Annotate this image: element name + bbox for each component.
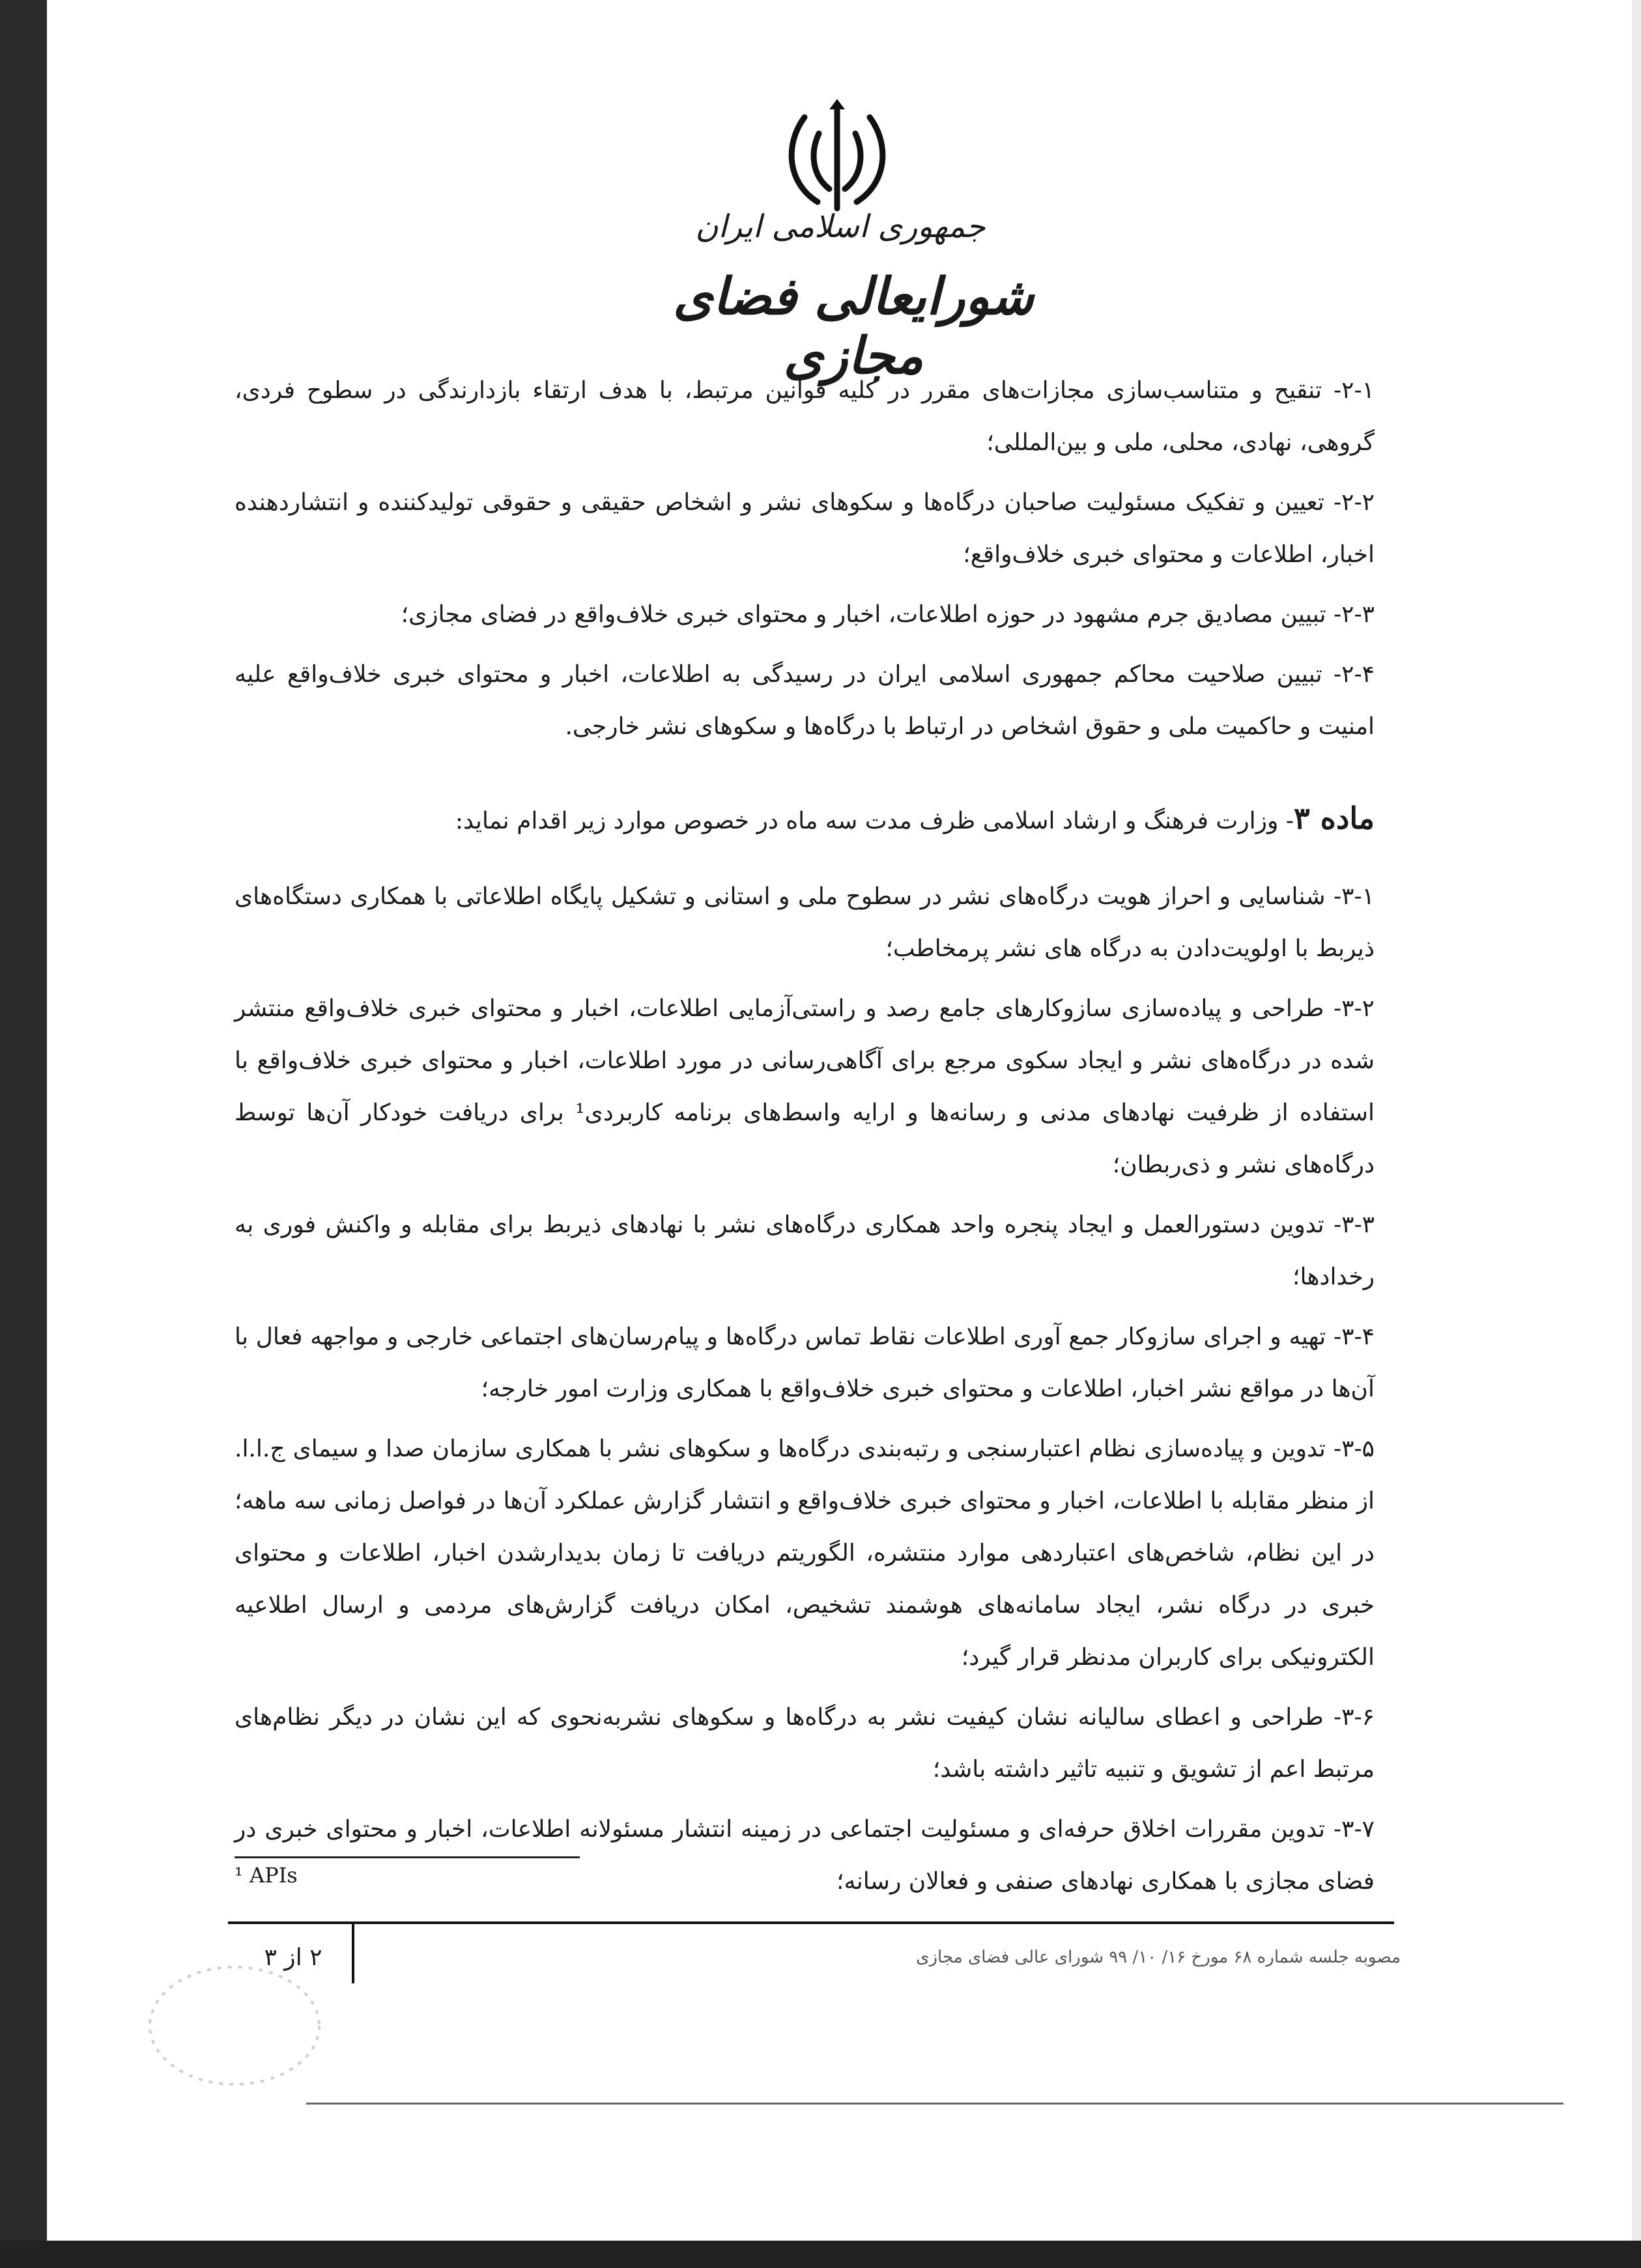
list-item bbox=[235, 649, 1375, 753]
item-text: تبیین مصادیق جرم مشهود در حوزه اطلاعات، اخبار و محتوای خبری خلاف‌واقع در فضای مجازی؛ bbox=[401, 601, 1326, 628]
item-text: شناسایی و احراز هویت درگاه‌های نشر در سطوح ملی و استانی و تشکیل پایگاه اطلاعاتی با همکاری دستگاه‌های ذیربط با اولویت‌دادن به درگاه های نشر پرمخاطب؛ bbox=[235, 883, 1375, 962]
item-text: تبیین صلاحیت محاکم جمهوری اسلامی ایران در رسیدگی به اطلاعات، اخبار و محتوای خبری خلاف‌واقع علیه امنیت و حاکمیت ملی و حقوق اشخاص در ارتباط با درگاه‌ها و سکوهای نشر خارجی. bbox=[235, 661, 1375, 740]
footnote: ¹ APIs bbox=[235, 1863, 298, 1888]
item-text: تدوین مقررات اخلاق حرفه‌ای و مسئولیت اجتماعی در زمینه انتشار مسئولانه اطلاعات، اخبار و محتوای خبری در فضای مجازی با همکاری نهادهای صنفی و فعالان رسانه؛ bbox=[235, 1816, 1375, 1895]
item-number: ۲-۳- bbox=[1333, 601, 1375, 628]
header-council: شورایعالی فضای مجازی bbox=[673, 267, 1034, 386]
list-item bbox=[235, 1692, 1375, 1796]
iran-emblem-icon bbox=[778, 98, 896, 221]
item-number: ۳-۵- bbox=[1333, 1436, 1375, 1462]
item-number: ۲-۱- bbox=[1333, 377, 1375, 404]
scan-edge-right bbox=[1632, 0, 1641, 2268]
item-number: ۲-۴- bbox=[1333, 661, 1375, 688]
list-item bbox=[235, 477, 1375, 581]
item-text: طراحی و اعطای سالیانه نشان کیفیت نشر به درگاه‌ها و سکوهای نشربه‌نحوی که این نشان در دیگر نظام‌های مرتبط اعم از تشویق و تنبیه تاثیر داشته باشد؛ bbox=[235, 1704, 1375, 1783]
list-item bbox=[235, 1311, 1375, 1415]
list-item bbox=[235, 983, 1375, 1191]
list-item bbox=[235, 871, 1375, 975]
article-title: ماده ۳ bbox=[1294, 801, 1375, 836]
approval-note: مصوبه جلسه شماره ۶۸ مورخ ۱۶/ ۱۰/ ۹۹ شورای عالی فضای مجازی bbox=[916, 1948, 1401, 1967]
footnote-separator bbox=[235, 1856, 580, 1858]
page-number: ۲ از ۳ bbox=[264, 1944, 322, 1971]
item-number: ۳-۶- bbox=[1333, 1704, 1375, 1731]
header-country: جمهوری اسلامی ایران bbox=[695, 208, 986, 245]
faded-stamp bbox=[137, 1954, 332, 2097]
list-item bbox=[235, 589, 1375, 641]
list-item bbox=[235, 1804, 1375, 1908]
scan-edge-bottom bbox=[0, 2241, 1641, 2268]
list-item bbox=[235, 1199, 1375, 1303]
item-number: ۳-۴- bbox=[1333, 1324, 1375, 1350]
item-text: تهیه و اجرای سازوکار جمع آوری اطلاعات نقاط تماس درگاه‌ها و پیام‌رسان‌های اجتماعی خارجی و مواجهه فعال با آن‌ها در مواقع نشر اخبار، اطلاعات و محتوای خبری خلاف‌واقع با همکاری وزارت امور خارجه؛ bbox=[235, 1324, 1375, 1402]
item-number: ۳-۱- bbox=[1333, 883, 1375, 910]
item-text: طراحی و پیاده‌سازی سازوکارهای جامع رصد و راستی‌آزمایی اطلاعات، اخبار و محتوای خبری خلاف‌واقع منتشر شده در درگاه‌های نشر و ایجاد سکوی مرجع برای آگاهی‌رسانی در مورد اطلاعات، اخبار و محتوای خبری خلاف‌واقع با استفاده از ظرفیت نهادهای مدنی و رسانه‌ها و ارایه واسط‌های برنامه کاربردی¹ برای دریافت خودکار آن‌ها توسط درگاه‌های نشر و ذی‌ربطان؛ bbox=[235, 995, 1375, 1178]
footer-rule bbox=[228, 1921, 1394, 1924]
item-number: ۳-۷- bbox=[1333, 1816, 1375, 1843]
item-text: تدوین و پیاده‌سازی نظام اعتبارسنجی و رتبه‌بندی درگاه‌ها و سکوهای نشر با همکاری سازمان صدا و سیمای ج.ا.ا. از منظر مقابله با اطلاعات، اخبار و محتوای خبری خلاف‌واقع و انتشار گزارش عملکرد آن‌ها در فواصل زمانی سه ماهه؛ در این نظام، شاخص‌های اعتباردهی موارد منتشره، الگوریتم دریافت تا زمان بدیدارشدن اخبار، اطلاعات و محتوای خبری در درگاه نشر، ایجاد سامانه‌های هوشمند تشخیص، امکان دریافت گزارش‌های مردمی و ارسال اطلاعیه الکترونیکی برای کاربران مدنظر قرار گیرد؛ bbox=[235, 1436, 1375, 1671]
item-text: تنقیح و متناسب‌سازی مجازات‌های مقرر در کلیه قوانین مرتبط، با هدف ارتقاء بازدارندگی در سطوح فردی، گروهی، نهادی، محلی، ملی و بین‌المللی؛ bbox=[235, 377, 1375, 456]
list-item bbox=[235, 1423, 1375, 1684]
article-heading bbox=[235, 792, 1375, 847]
article-intro: - وزارت فرهنگ و ارشاد اسلامی ظرف مدت سه ماه در خصوص موارد زیر اقدام نماید: bbox=[455, 808, 1294, 834]
item-number: ۳-۲- bbox=[1333, 995, 1375, 1022]
scan-edge bbox=[0, 0, 47, 2268]
bottom-rule bbox=[306, 2103, 1563, 2105]
footer-divider bbox=[352, 1921, 354, 1983]
item-text: تدوین دستورالعمل و ایجاد پنجره واحد همکاری درگاه‌های نشر با نهادهای ذیربط برای مقابله و واکنش فوری به رخدادها؛ bbox=[235, 1212, 1375, 1290]
document-body bbox=[235, 365, 1375, 1908]
item-text: تعیین و تفکیک مسئولیت صاحبان درگاه‌ها و سکوهای نشر و اشخاص حقیقی و حقوقی تولیدکننده و انتشاردهنده اخبار، اطلاعات و محتوای خبری خلاف‌واقع؛ bbox=[235, 489, 1375, 568]
item-number: ۲-۲- bbox=[1333, 489, 1375, 516]
item-number: ۳-۳- bbox=[1333, 1212, 1375, 1238]
list-item bbox=[235, 365, 1375, 469]
